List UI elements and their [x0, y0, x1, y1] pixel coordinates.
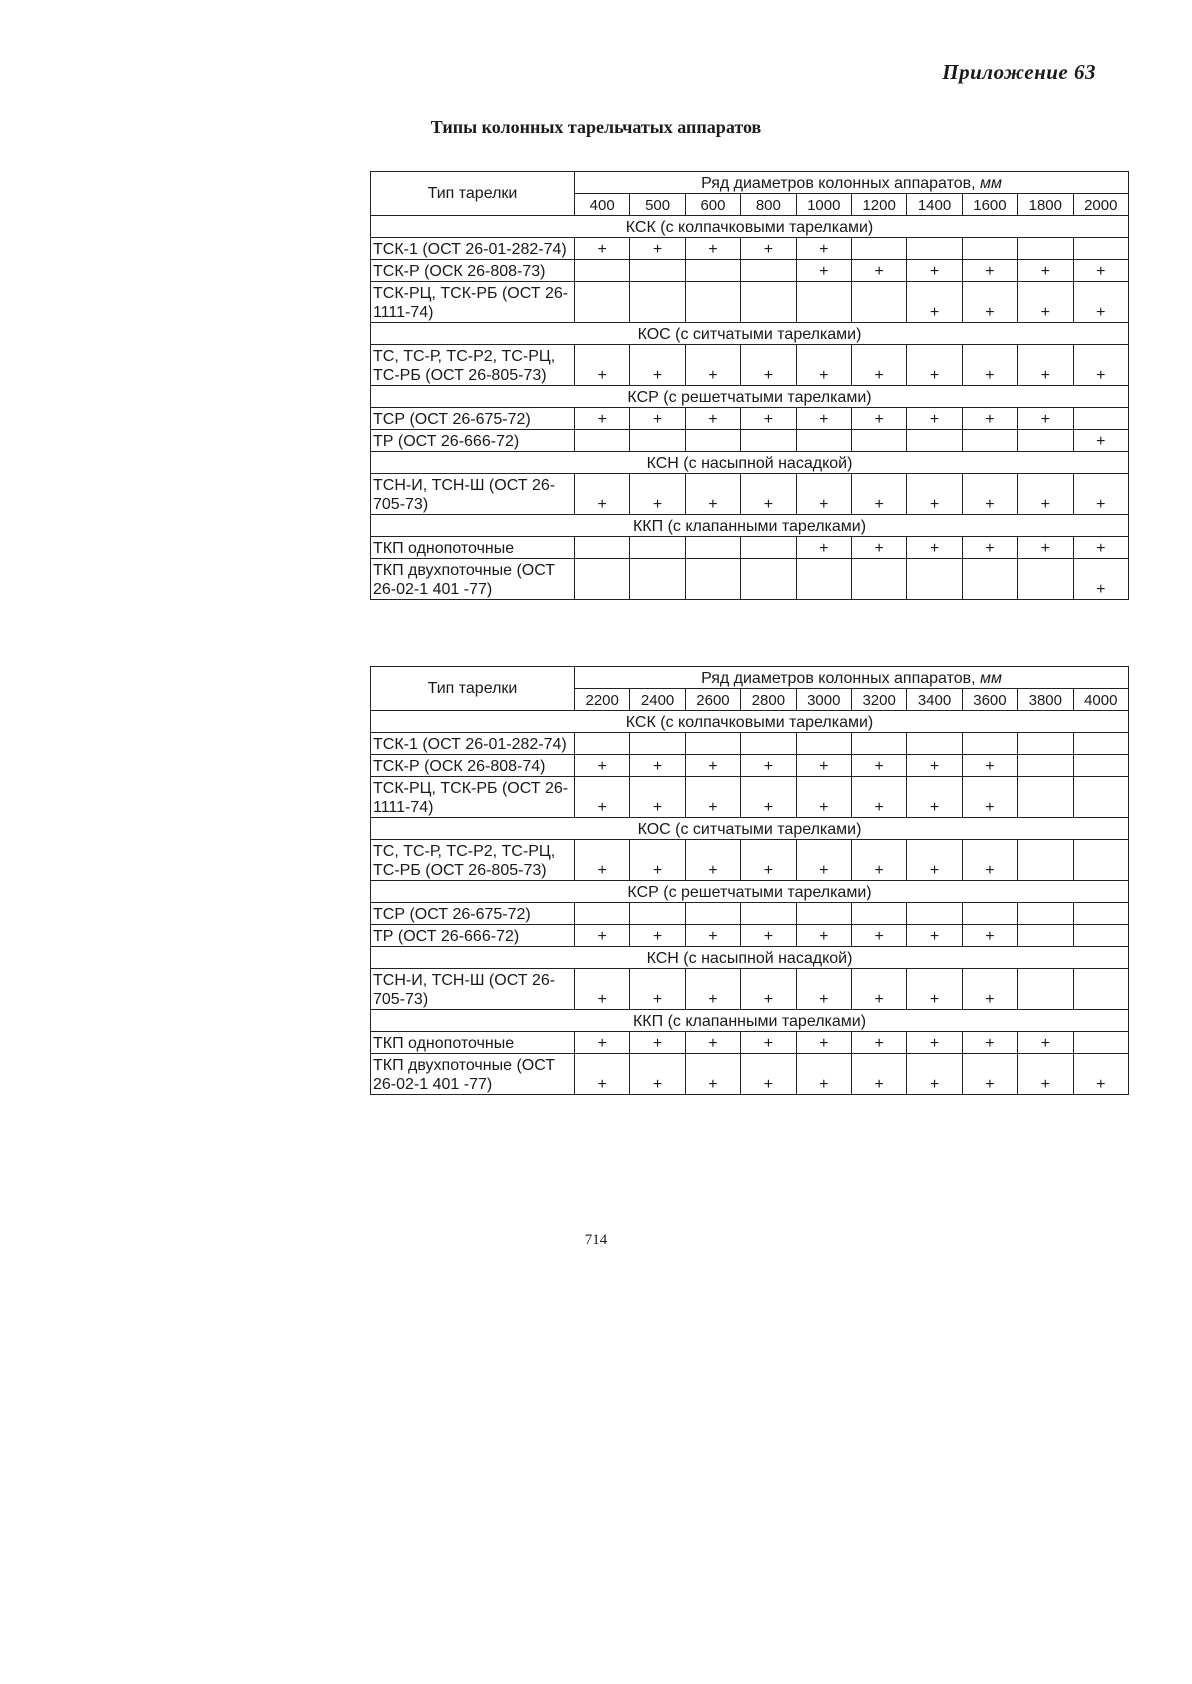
availability-mark — [796, 282, 851, 323]
table-row — [371, 238, 1129, 260]
diameter-cell: 800 — [741, 194, 796, 216]
availability-mark: + — [685, 840, 740, 881]
tray-type-cell: ТСК-РЦ, ТСК-РБ (ОСТ 26-1111-74) — [371, 777, 575, 818]
availability-mark: + — [851, 474, 906, 515]
tray-type-cell: ТСК-1 (ОСТ 26-01-282-74) — [371, 238, 575, 260]
availability-mark: + — [630, 777, 685, 818]
availability-mark: + — [796, 260, 851, 282]
availability-mark: + — [851, 1054, 906, 1095]
availability-mark: + — [741, 1032, 796, 1054]
availability-mark — [1073, 925, 1129, 947]
availability-mark: + — [575, 408, 630, 430]
availability-mark: + — [1073, 430, 1129, 452]
availability-mark — [575, 903, 630, 925]
availability-mark: + — [630, 345, 685, 386]
diameter-cell: 4000 — [1073, 689, 1129, 711]
table-row — [371, 430, 1129, 452]
availability-mark — [1018, 777, 1073, 818]
availability-mark: + — [962, 925, 1017, 947]
tray-type-cell: ТСК-1 (ОСТ 26-01-282-74) — [371, 733, 575, 755]
availability-mark: + — [796, 840, 851, 881]
page-number: 714 — [584, 1232, 608, 1248]
diameter-cell: 2200 — [575, 689, 630, 711]
availability-mark — [1073, 733, 1129, 755]
section-title: КСК (с колпачковыми тарелками) — [371, 711, 1129, 733]
availability-mark: + — [741, 1054, 796, 1095]
availability-mark: + — [741, 777, 796, 818]
availability-mark — [1073, 1032, 1129, 1054]
availability-mark: + — [851, 1032, 906, 1054]
section-title: ККП (с клапанными тарелками) — [371, 1010, 1129, 1032]
type-header: Тип тарелки — [371, 667, 575, 711]
availability-mark: + — [630, 840, 685, 881]
availability-mark: + — [962, 260, 1017, 282]
availability-mark: + — [741, 755, 796, 777]
availability-mark — [741, 282, 796, 323]
availability-mark: + — [685, 238, 740, 260]
availability-mark — [796, 559, 851, 600]
tray-type-cell: ТС, ТС-Р, ТС-Р2, ТС-РЦ, ТС-РБ (ОСТ 26-805-73) — [371, 840, 575, 881]
availability-mark: + — [962, 969, 1017, 1010]
section-title: КСР (с решетчатыми тарелками) — [371, 881, 1129, 903]
availability-mark: + — [575, 1032, 630, 1054]
availability-mark — [851, 430, 906, 452]
availability-mark: + — [907, 474, 962, 515]
availability-mark: + — [907, 1054, 962, 1095]
header-row — [371, 172, 1129, 194]
availability-mark: + — [575, 925, 630, 947]
availability-mark — [630, 430, 685, 452]
availability-mark — [685, 430, 740, 452]
availability-mark: + — [962, 282, 1017, 323]
availability-mark: + — [851, 925, 906, 947]
series-header — [575, 667, 1129, 689]
appendix-label: Приложение 63 — [942, 60, 1096, 84]
availability-mark — [796, 903, 851, 925]
availability-mark: + — [741, 969, 796, 1010]
availability-mark — [907, 903, 962, 925]
table-row — [371, 755, 1129, 777]
table-row — [371, 282, 1129, 323]
series-header — [575, 172, 1129, 194]
diameter-cell: 2800 — [741, 689, 796, 711]
availability-mark — [1073, 755, 1129, 777]
diameter-cell: 1800 — [1018, 194, 1073, 216]
availability-mark — [575, 430, 630, 452]
availability-mark: + — [796, 408, 851, 430]
availability-mark: + — [851, 537, 906, 559]
availability-mark: + — [962, 840, 1017, 881]
series-unit: мм — [980, 670, 1002, 687]
availability-mark: + — [630, 969, 685, 1010]
availability-mark: + — [907, 345, 962, 386]
table-row — [371, 969, 1129, 1010]
diameter-cell: 2600 — [685, 689, 740, 711]
availability-mark — [1073, 408, 1129, 430]
diameter-cell: 1000 — [796, 194, 851, 216]
section-title: КСК (с колпачковыми тарелками) — [371, 216, 1129, 238]
availability-mark — [907, 733, 962, 755]
availability-mark: + — [796, 537, 851, 559]
availability-mark — [851, 238, 906, 260]
availability-mark — [962, 903, 1017, 925]
availability-mark — [1018, 733, 1073, 755]
availability-mark: + — [796, 969, 851, 1010]
availability-mark — [1018, 559, 1073, 600]
table-row — [371, 345, 1129, 386]
availability-mark: + — [741, 408, 796, 430]
availability-mark: + — [1018, 282, 1073, 323]
availability-mark — [630, 733, 685, 755]
availability-mark: + — [575, 969, 630, 1010]
tray-type-cell: ТСН-И, ТСН-Ш (ОСТ 26-705-73) — [371, 969, 575, 1010]
availability-mark: + — [851, 408, 906, 430]
availability-mark: + — [1018, 474, 1073, 515]
availability-mark — [1018, 755, 1073, 777]
availability-mark: + — [907, 408, 962, 430]
availability-mark — [962, 559, 1017, 600]
availability-mark: + — [1018, 537, 1073, 559]
availability-mark: + — [575, 777, 630, 818]
availability-mark — [685, 733, 740, 755]
section-row — [371, 711, 1129, 733]
diameter-cell: 2000 — [1073, 194, 1129, 216]
availability-mark — [575, 282, 630, 323]
availability-mark: + — [796, 238, 851, 260]
tray-type-cell: ТКП двухпоточные (ОСТ 26-02-1 401 -77) — [371, 1054, 575, 1095]
availability-mark: + — [1073, 260, 1129, 282]
availability-mark — [741, 903, 796, 925]
availability-mark: + — [575, 474, 630, 515]
availability-mark — [630, 282, 685, 323]
series-unit: мм — [980, 175, 1002, 192]
availability-mark: + — [741, 925, 796, 947]
availability-mark: + — [741, 345, 796, 386]
availability-mark — [741, 733, 796, 755]
availability-mark: + — [1018, 408, 1073, 430]
availability-mark: + — [796, 777, 851, 818]
availability-mark: + — [962, 537, 1017, 559]
availability-mark: + — [575, 1054, 630, 1095]
availability-mark: + — [575, 238, 630, 260]
diameter-cell: 500 — [630, 194, 685, 216]
availability-mark: + — [907, 537, 962, 559]
tray-type-cell: ТР (ОСТ 26-666-72) — [371, 430, 575, 452]
availability-mark — [685, 282, 740, 323]
availability-mark — [575, 559, 630, 600]
tray-type-cell: ТС, ТС-Р, ТС-Р2, ТС-РЦ, ТС-РБ (ОСТ 26-805-73) — [371, 345, 575, 386]
section-title: ККП (с клапанными тарелками) — [371, 515, 1129, 537]
availability-mark: + — [907, 282, 962, 323]
availability-mark — [1073, 840, 1129, 881]
availability-mark — [741, 537, 796, 559]
availability-mark — [851, 282, 906, 323]
tray-type-cell: ТР (ОСТ 26-666-72) — [371, 925, 575, 947]
tray-type-cell: ТСР (ОСТ 26-675-72) — [371, 408, 575, 430]
diameter-cell: 3800 — [1018, 689, 1073, 711]
diameter-cell: 2400 — [630, 689, 685, 711]
document-title: Типы колонных тарельчатых аппаратов — [430, 117, 762, 137]
availability-mark: + — [851, 260, 906, 282]
availability-mark: + — [1073, 282, 1129, 323]
availability-mark — [1018, 840, 1073, 881]
diameter-cell: 3200 — [851, 689, 906, 711]
section-row — [371, 818, 1129, 840]
availability-mark: + — [1073, 537, 1129, 559]
availability-mark — [630, 903, 685, 925]
availability-mark — [1018, 238, 1073, 260]
availability-mark: + — [907, 755, 962, 777]
availability-mark: + — [796, 755, 851, 777]
availability-mark: + — [907, 969, 962, 1010]
availability-mark: + — [685, 925, 740, 947]
availability-mark — [630, 260, 685, 282]
availability-mark: + — [796, 1032, 851, 1054]
diameter-cell: 1400 — [907, 194, 962, 216]
section-row — [371, 515, 1129, 537]
availability-mark — [1018, 903, 1073, 925]
availability-mark: + — [796, 925, 851, 947]
availability-mark — [630, 559, 685, 600]
availability-mark: + — [630, 755, 685, 777]
section-title: КСН (с насыпной насадкой) — [371, 452, 1129, 474]
diameter-table-2 — [370, 666, 1129, 1095]
section-title: КСН (с насыпной насадкой) — [371, 947, 1129, 969]
table-row — [371, 777, 1129, 818]
availability-mark: + — [1018, 1032, 1073, 1054]
availability-mark: + — [796, 1054, 851, 1095]
availability-mark — [685, 559, 740, 600]
table-row — [371, 537, 1129, 559]
tray-type-cell: ТКП однопоточные — [371, 1032, 575, 1054]
availability-mark: + — [685, 474, 740, 515]
diameter-cell: 400 — [575, 194, 630, 216]
tray-type-cell: ТСК-Р (ОСК 26-808-74) — [371, 755, 575, 777]
diameter-table-1 — [370, 171, 1129, 600]
availability-mark: + — [962, 408, 1017, 430]
availability-mark — [851, 733, 906, 755]
availability-mark — [1073, 903, 1129, 925]
availability-mark — [685, 260, 740, 282]
diameter-cell: 600 — [685, 194, 740, 216]
table-row — [371, 260, 1129, 282]
section-row — [371, 881, 1129, 903]
availability-mark — [907, 559, 962, 600]
availability-mark: + — [741, 474, 796, 515]
availability-mark: + — [851, 755, 906, 777]
availability-mark: + — [851, 840, 906, 881]
availability-mark — [796, 733, 851, 755]
availability-mark — [741, 260, 796, 282]
availability-mark: + — [741, 840, 796, 881]
availability-mark — [907, 430, 962, 452]
availability-mark: + — [962, 1032, 1017, 1054]
availability-mark: + — [741, 238, 796, 260]
diameter-cell: 3000 — [796, 689, 851, 711]
availability-mark — [575, 733, 630, 755]
availability-mark: + — [1073, 474, 1129, 515]
header-row — [371, 667, 1129, 689]
availability-mark: + — [630, 474, 685, 515]
availability-mark: + — [962, 345, 1017, 386]
tray-type-cell: ТСК-Р (ОСК 26-808-73) — [371, 260, 575, 282]
availability-mark: + — [685, 755, 740, 777]
availability-mark: + — [685, 969, 740, 1010]
table-row — [371, 903, 1129, 925]
availability-mark: + — [1018, 1054, 1073, 1095]
availability-mark — [685, 537, 740, 559]
availability-mark — [851, 903, 906, 925]
availability-mark: + — [907, 1032, 962, 1054]
availability-mark: + — [962, 1054, 1017, 1095]
series-header-text: Ряд диаметров колонных аппаратов, — [701, 175, 976, 192]
tray-type-cell: ТСК-РЦ, ТСК-РБ (ОСТ 26-1111-74) — [371, 282, 575, 323]
availability-mark — [741, 559, 796, 600]
table-row — [371, 925, 1129, 947]
table-row — [371, 408, 1129, 430]
diameter-cell: 3600 — [962, 689, 1017, 711]
availability-mark: + — [1018, 345, 1073, 386]
section-row — [371, 947, 1129, 969]
availability-mark — [1018, 925, 1073, 947]
section-row — [371, 452, 1129, 474]
availability-mark — [962, 238, 1017, 260]
availability-mark: + — [575, 755, 630, 777]
table-row — [371, 733, 1129, 755]
diameter-cell: 1600 — [962, 194, 1017, 216]
availability-mark — [962, 430, 1017, 452]
table-row — [371, 1054, 1129, 1095]
availability-mark — [962, 733, 1017, 755]
section-title: КОС (с ситчатыми тарелками) — [371, 323, 1129, 345]
availability-mark: + — [962, 755, 1017, 777]
tray-type-cell: ТСР (ОСТ 26-675-72) — [371, 903, 575, 925]
availability-mark: + — [575, 345, 630, 386]
availability-mark: + — [630, 1054, 685, 1095]
table-row — [371, 840, 1129, 881]
availability-mark: + — [685, 1032, 740, 1054]
availability-mark — [1018, 969, 1073, 1010]
availability-mark: + — [685, 1054, 740, 1095]
availability-mark — [907, 238, 962, 260]
availability-mark — [1073, 969, 1129, 1010]
availability-mark: + — [1018, 260, 1073, 282]
availability-mark: + — [630, 408, 685, 430]
availability-mark — [851, 559, 906, 600]
availability-mark: + — [685, 345, 740, 386]
availability-mark: + — [630, 925, 685, 947]
section-row — [371, 386, 1129, 408]
section-title: КСР (с решетчатыми тарелками) — [371, 386, 1129, 408]
diameter-cell: 3400 — [907, 689, 962, 711]
availability-mark — [1073, 238, 1129, 260]
availability-mark: + — [685, 408, 740, 430]
availability-mark: + — [907, 925, 962, 947]
section-row — [371, 323, 1129, 345]
table-row — [371, 559, 1129, 600]
series-header-text: Ряд диаметров колонных аппаратов, — [701, 670, 976, 687]
availability-mark: + — [1073, 559, 1129, 600]
availability-mark: + — [1073, 345, 1129, 386]
availability-mark: + — [796, 345, 851, 386]
availability-mark: + — [685, 777, 740, 818]
section-row — [371, 1010, 1129, 1032]
availability-mark: + — [796, 474, 851, 515]
availability-mark: + — [851, 345, 906, 386]
tray-type-cell: ТКП двухпоточные (ОСТ 26-02-1 401 -77) — [371, 559, 575, 600]
table-row — [371, 474, 1129, 515]
availability-mark: + — [575, 840, 630, 881]
availability-mark: + — [907, 777, 962, 818]
availability-mark: + — [907, 840, 962, 881]
availability-mark: + — [851, 969, 906, 1010]
availability-mark — [630, 537, 685, 559]
availability-mark — [1018, 430, 1073, 452]
section-row — [371, 216, 1129, 238]
availability-mark — [685, 903, 740, 925]
availability-mark: + — [630, 238, 685, 260]
availability-mark: + — [1073, 1054, 1129, 1095]
availability-mark: + — [962, 777, 1017, 818]
type-header: Тип тарелки — [371, 172, 575, 216]
availability-mark: + — [630, 1032, 685, 1054]
availability-mark: + — [851, 777, 906, 818]
availability-mark — [575, 260, 630, 282]
availability-mark — [1073, 777, 1129, 818]
diameter-cell: 1200 — [851, 194, 906, 216]
availability-mark — [741, 430, 796, 452]
availability-mark — [796, 430, 851, 452]
availability-mark — [575, 537, 630, 559]
tray-type-cell: ТКП однопоточные — [371, 537, 575, 559]
tray-type-cell: ТСН-И, ТСН-Ш (ОСТ 26-705-73) — [371, 474, 575, 515]
availability-mark: + — [962, 474, 1017, 515]
section-title: КОС (с ситчатыми тарелками) — [371, 818, 1129, 840]
table-row — [371, 1032, 1129, 1054]
availability-mark: + — [907, 260, 962, 282]
